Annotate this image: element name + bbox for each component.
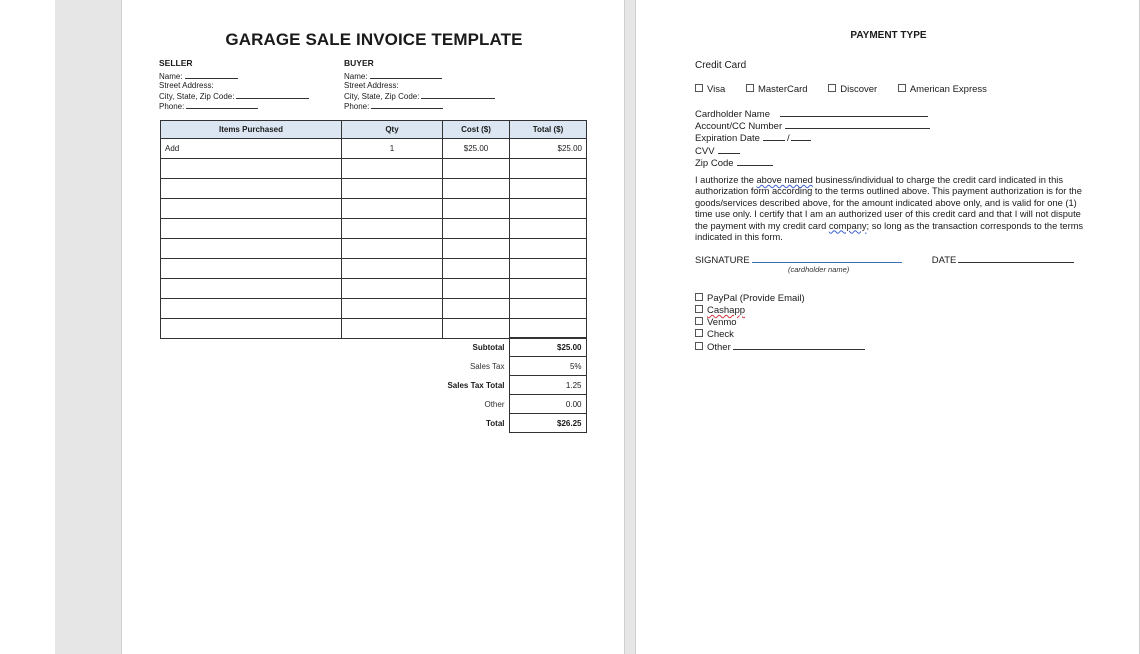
subtotal-label: Subtotal [472,342,505,352]
date-label: DATE [931,255,957,266]
payment-page [635,0,1140,654]
cost-cell[interactable] [443,219,510,239]
col-total: Total ($) [510,121,587,139]
expiration-date-field[interactable]: Expiration Date / [695,132,930,144]
zip-code-field[interactable]: Zip Code [695,157,930,169]
sales-tax-total-label: Sales Tax Total [447,380,505,390]
checkbox-icon[interactable] [746,84,754,92]
buyer-street-field[interactable]: Street Address: [344,81,399,91]
item-cell[interactable] [161,259,342,279]
item-cell[interactable] [161,199,342,219]
total-cell[interactable] [510,219,587,239]
qty-cell[interactable] [342,219,443,239]
total-value[interactable]: $26.25 [509,414,586,433]
total-cell[interactable] [510,299,587,319]
buyer-city-field[interactable]: City, State, Zip Code: [344,91,495,102]
cost-cell[interactable] [443,179,510,199]
table-row [161,159,587,179]
items-header-row [161,121,587,139]
credit-card-heading: Credit Card [695,60,747,71]
cost-cell[interactable] [443,279,510,299]
visa-option[interactable]: Visa [695,84,725,95]
total-cell[interactable]: $25.00 [510,139,587,159]
discover-option[interactable]: Discover [828,84,877,95]
invoice-page [121,0,625,654]
cvv-field[interactable]: CVV [695,145,930,157]
checkbox-icon[interactable] [695,293,703,301]
item-cell[interactable] [161,299,342,319]
payment-type-title: PAYMENT TYPE [850,30,927,41]
buyer-heading: BUYER [344,58,374,68]
buyer-block [344,59,495,112]
buyer-name-field[interactable]: Name: [344,71,495,82]
qty-cell[interactable] [342,259,443,279]
checkbox-icon[interactable] [695,342,703,350]
total-cell[interactable] [510,259,587,279]
col-items-purchased: Items Purchased [161,121,342,139]
cost-cell[interactable] [443,319,510,339]
table-row [161,279,587,299]
mastercard-option[interactable]: MasterCard [746,84,808,95]
checkbox-icon[interactable] [695,84,703,92]
checkbox-icon[interactable] [695,305,703,313]
total-row [440,414,586,433]
account-number-field[interactable]: Account/CC Number [695,120,930,132]
table-row [161,239,587,259]
total-cell[interactable] [510,319,587,339]
qty-cell[interactable] [342,299,443,319]
authorization-text: I authorize the above named business/individual to charge the credit card indicated in this authorization form according to the terms outlined above. This payment authorization is for the goods/services described above, for the amount indicated above only, and is valid for one (1) time use only. I certify that I am an authorized user of this credit card and that I will not dispute the payment with my credit card company; so long as the transaction corresponds to the terms indicated in this form. [695,175,1084,243]
cost-cell[interactable] [443,159,510,179]
seller-street-field[interactable]: Street Address: [159,81,214,91]
amex-option[interactable]: American Express [898,84,987,95]
total-cell[interactable] [510,199,587,219]
cost-cell[interactable] [443,239,510,259]
cost-cell[interactable] [443,299,510,319]
cardholder-note: (cardholder name) [788,265,850,274]
checkbox-icon[interactable] [695,329,703,337]
qty-cell[interactable]: 1 [342,139,443,159]
sales-tax-value[interactable]: 5% [509,357,586,376]
check-option[interactable]: Check [695,329,865,341]
cost-cell[interactable]: $25.00 [443,139,510,159]
other-value[interactable]: 0.00 [509,395,586,414]
total-cell[interactable] [510,159,587,179]
item-cell[interactable] [161,219,342,239]
items-table [160,120,587,339]
totals-table [440,337,587,433]
total-cell[interactable] [510,239,587,259]
table-row [161,179,587,199]
signature-label: SIGNATURE [695,255,750,266]
item-cell[interactable] [161,159,342,179]
subtotal-row [440,338,586,357]
item-cell[interactable]: Add [161,139,342,159]
buyer-phone-field[interactable]: Phone: [344,101,495,112]
signature-row [695,254,1074,266]
table-row [161,139,587,159]
other-row [440,395,586,414]
seller-city-field[interactable]: City, State, Zip Code: [159,91,309,102]
checkbox-icon[interactable] [695,317,703,325]
cardholder-name-field[interactable]: Cardholder Name [695,108,930,120]
signature-input[interactable] [752,254,902,263]
card-options [695,84,1005,95]
seller-phone-field[interactable]: Phone: [159,101,309,112]
item-cell[interactable] [161,319,342,339]
sales-tax-total-value[interactable]: 1.25 [509,376,586,395]
other-payment-methods [695,293,865,354]
sales-tax-label: Sales Tax [469,361,505,371]
paypal-option[interactable]: PayPal (Provide Email) [695,293,865,305]
venmo-option[interactable]: Venmo [695,317,865,329]
checkbox-icon[interactable] [898,84,906,92]
table-row [161,219,587,239]
cashapp-option[interactable]: Cashapp [695,305,865,317]
table-row [161,299,587,319]
other-label: Other [484,399,505,409]
table-row [161,199,587,219]
item-cell[interactable] [161,239,342,259]
invoice-title: GARAGE SALE INVOICE TEMPLATE [225,30,523,49]
col-cost: Cost ($) [443,121,510,139]
sales-tax-total-row [440,376,586,395]
card-fields [695,108,930,169]
seller-block [159,59,309,112]
date-input[interactable] [958,254,1074,263]
other-option[interactable]: Other [695,341,865,354]
seller-heading: SELLER [159,58,193,68]
document-viewer [55,0,1094,654]
cost-cell[interactable] [443,199,510,219]
table-row [161,319,587,339]
item-cell[interactable] [161,179,342,199]
total-cell[interactable] [510,279,587,299]
col-qty: Qty [342,121,443,139]
qty-cell[interactable] [342,199,443,219]
total-cell[interactable] [510,179,587,199]
total-label: Total [485,418,505,428]
table-row [161,259,587,279]
qty-cell[interactable] [342,319,443,339]
cost-cell[interactable] [443,259,510,279]
checkbox-icon[interactable] [828,84,836,92]
seller-name-field[interactable]: Name: [159,71,309,82]
qty-cell[interactable] [342,279,443,299]
qty-cell[interactable] [342,159,443,179]
sales-tax-row [440,357,586,376]
item-cell[interactable] [161,279,342,299]
qty-cell[interactable] [342,179,443,199]
qty-cell[interactable] [342,239,443,259]
subtotal-value[interactable]: $25.00 [509,338,586,357]
